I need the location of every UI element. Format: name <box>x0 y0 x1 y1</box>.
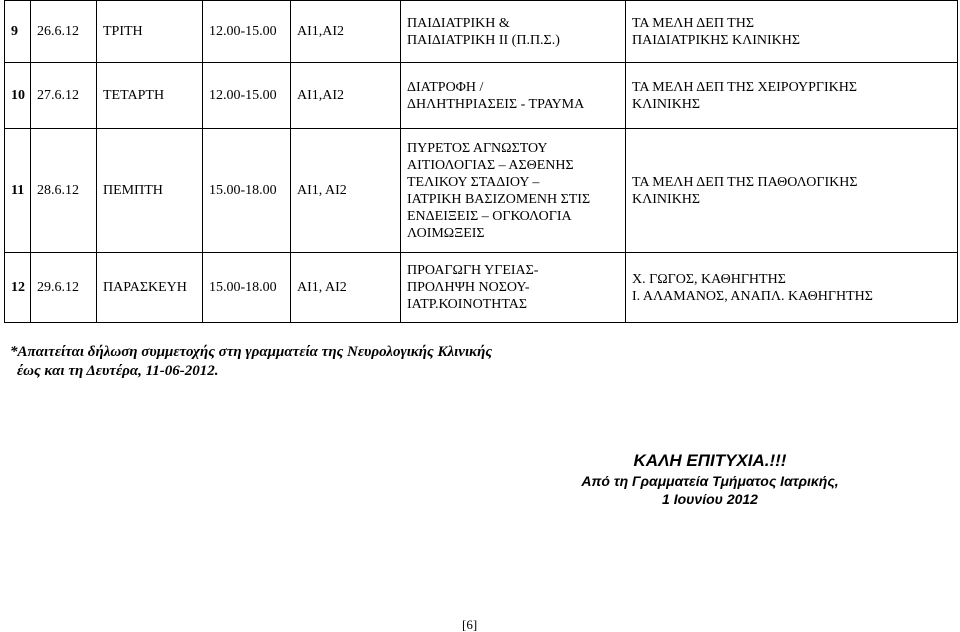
row-room: ΑΙ1, ΑΙ2 <box>291 129 401 253</box>
row-topic <box>401 63 626 129</box>
row-day: ΤΡΙΤΗ <box>97 1 203 63</box>
signoff-block <box>560 450 860 508</box>
topic-line: ΠΡΟΑΓΩΓΗ ΥΓΕΙΑΣ- <box>407 263 539 278</box>
table-row <box>5 129 958 253</box>
row-time: 15.00-18.00 <box>203 253 291 323</box>
instructor-line: Ι. ΑΛΑΜΑΝΟΣ, ΑΝΑΠΛ. ΚΑΘΗΓΗΤΗΣ <box>632 288 873 304</box>
row-date: 26.6.12 <box>31 1 97 63</box>
row-instructors <box>626 253 958 323</box>
row-day: ΠΕΜΠΤΗ <box>97 129 203 253</box>
note-line: *Απαιτείται δήλωση συμμετοχής στη γραμματεία της Νευρολογικής Κλινικής <box>10 344 492 360</box>
instructor-line: ΠΑΙΔΙΑΤΡΙΚΗΣ ΚΛΙΝΙΚΗΣ <box>632 32 801 48</box>
topic-line: ΠΡΟΛΗΨΗ ΝΟΣΟΥ- <box>407 280 530 295</box>
topic-line: ΤΕΛΙΚΟΥ ΣΤΑΔΙΟΥ – <box>407 174 540 190</box>
row-number: 9 <box>5 1 31 63</box>
row-topic <box>401 1 626 63</box>
row-date: 29.6.12 <box>31 253 97 323</box>
row-topic <box>401 253 626 323</box>
row-number: 11 <box>5 129 31 253</box>
row-instructors <box>626 129 958 253</box>
table-row <box>5 253 958 323</box>
note-line: έως και τη Δευτέρα, 11-06-2012. <box>17 363 219 379</box>
topic-line: ΠΑΙΔΙΑΤΡΙΚΗ & <box>407 15 510 31</box>
topic-line: ΙΑΤΡ.ΚΟΙΝΟΤΗΤΑΣ <box>407 297 528 312</box>
topic-line: ΠΥΡΕΤΟΣ ΑΓΝΩΣΤΟΥ <box>407 140 548 156</box>
row-instructors <box>626 63 958 129</box>
instructor-line: ΤΑ ΜΕΛΗ ΔΕΠ ΤΗΣ <box>632 15 754 31</box>
topic-line: ΙΑΤΡΙΚΗ ΒΑΣΙΖΟΜΕΝΗ ΣΤΙΣ <box>407 191 591 207</box>
row-date: 28.6.12 <box>31 129 97 253</box>
instructor-line: ΚΛΙΝΙΚΗΣ <box>632 191 701 207</box>
row-number: 10 <box>5 63 31 129</box>
greeting: ΚΑΛΗ ΕΠΙΤΥΧΙΑ.!!! <box>633 451 787 470</box>
table-row <box>5 63 958 129</box>
topic-line: ΔΙΑΤΡΟΦΗ / <box>407 79 484 95</box>
topic-line: ΠΑΙΔΙΑΤΡΙΚΗ ΙΙ (Π.Π.Σ.) <box>407 32 560 48</box>
signoff-date: 1 Ιουνίου 2012 <box>662 491 758 507</box>
registration-note <box>10 343 492 381</box>
table-row <box>5 1 958 63</box>
topic-line: ΕΝΔΕΙΞΕΙΣ – ΟΓΚΟΛΟΓΙΑ <box>407 208 572 224</box>
instructor-line: ΤΑ ΜΕΛΗ ΔΕΠ ΤΗΣ ΠΑΘΟΛΟΓΙΚΗΣ <box>632 174 858 190</box>
row-number: 12 <box>5 253 31 323</box>
row-instructors <box>626 1 958 63</box>
instructor-line: ΚΛΙΝΙΚΗΣ <box>632 96 701 112</box>
row-topic <box>401 129 626 253</box>
schedule-table <box>4 0 958 323</box>
topic-line: ΛΟΙΜΩΞΕΙΣ <box>407 225 485 241</box>
instructor-line: ΤΑ ΜΕΛΗ ΔΕΠ ΤΗΣ ΧΕΙΡΟΥΡΓΙΚΗΣ <box>632 79 858 95</box>
row-room: ΑΙ1,ΑΙ2 <box>291 1 401 63</box>
row-room: ΑΙ1, ΑΙ2 <box>291 253 401 323</box>
row-day: ΤΕΤΑΡΤΗ <box>97 63 203 129</box>
row-time: 12.00-15.00 <box>203 1 291 63</box>
row-time: 15.00-18.00 <box>203 129 291 253</box>
instructor-line: Χ. ΓΩΓΟΣ, ΚΑΘΗΓΗΤΗΣ <box>632 271 786 287</box>
row-date: 27.6.12 <box>31 63 97 129</box>
row-time: 12.00-15.00 <box>203 63 291 129</box>
row-room: ΑΙ1,ΑΙ2 <box>291 63 401 129</box>
page-number: [6] <box>462 617 478 632</box>
signoff-from: Από τη Γραμματεία Τμήματος Ιατρικής, <box>581 473 839 489</box>
topic-line: ΔΗΛΗΤΗΡΙΑΣΕΙΣ - ΤΡΑΥΜΑ <box>407 96 585 112</box>
row-day: ΠΑΡΑΣΚΕΥΗ <box>97 253 203 323</box>
topic-line: ΑΙΤΙΟΛΟΓΙΑΣ – ΑΣΘΕΝΗΣ <box>407 157 574 173</box>
